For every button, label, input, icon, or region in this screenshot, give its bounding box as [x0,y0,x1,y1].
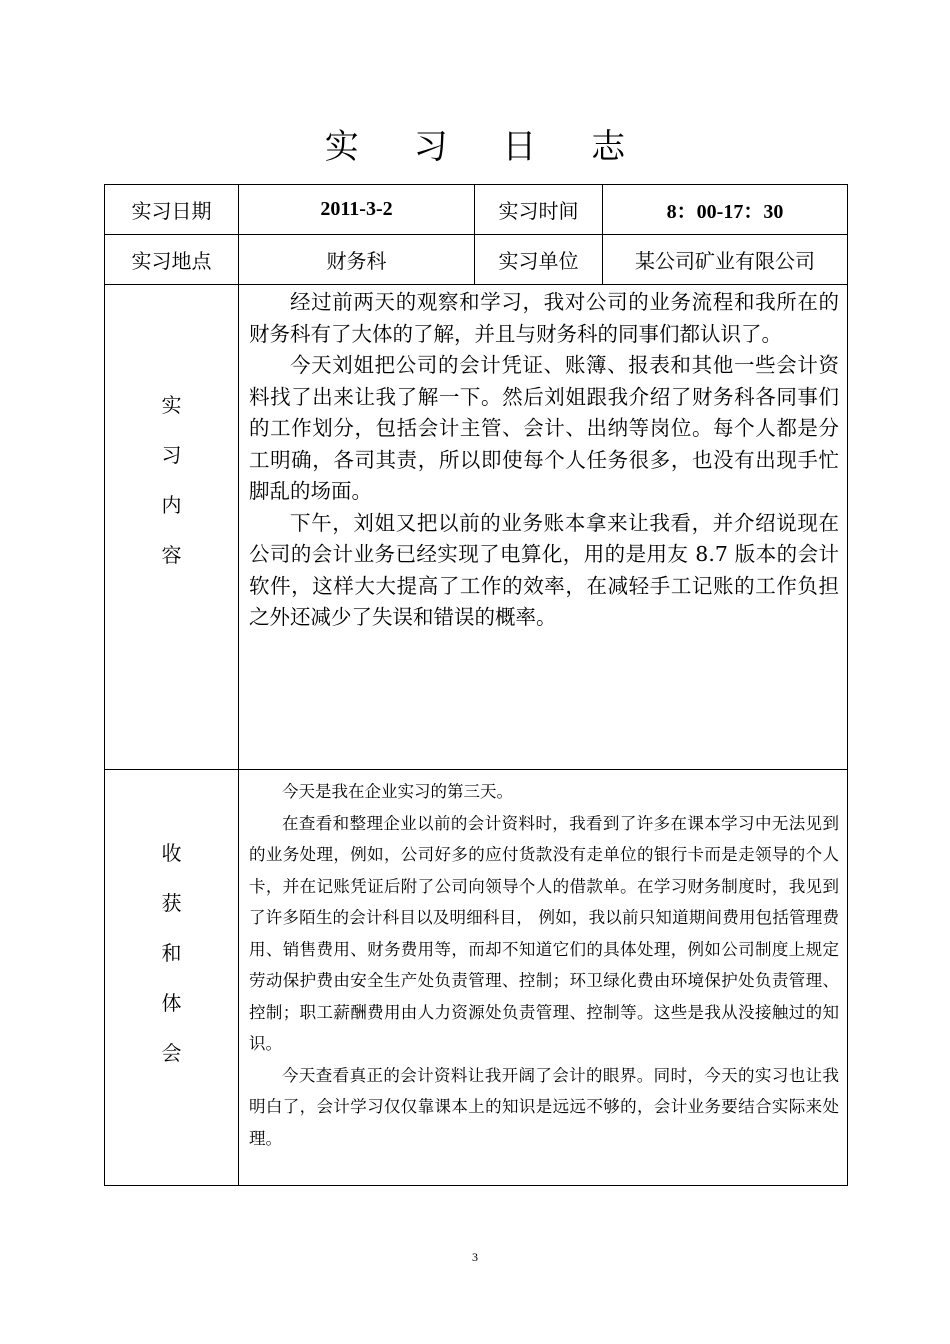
date-value: 2011-3-2 [239,185,475,235]
time-label: 实习时间 [475,185,603,235]
internship-log-table [104,184,848,1186]
label-char: 容 [161,542,182,567]
label-char: 实 [161,392,182,417]
label-char: 内 [161,492,182,517]
unit-value: 某公司矿业有限公司 [603,235,848,285]
page-number: 3 [472,1250,478,1264]
unit-label: 实习单位 [475,235,603,285]
gains-section-label [105,770,239,1186]
document-title: 实 习 日 志 [324,127,648,167]
gains-paragraph: 今天是我在企业实习的第三天。 [282,782,513,801]
content-paragraph: 下午，刘姐又把以前的业务账本拿来让我看，并介绍说现在公司的会计业务已经实现了电算化，用的是用友 8.7 版本的会计软件，这样大大提高了工作的效率，在减轻手工记账的工作负担之外还减少了失误和错误的概率。 [249,510,839,629]
content-text [239,285,848,770]
label-char: 收 [161,840,182,865]
gains-text [239,770,848,1186]
label-char: 会 [161,1040,182,1065]
content-section-label [105,285,239,770]
content-paragraph: 经过前两天的观察和学习，我对公司的业务流程和我所在的财务科有了大体的了解，并且与财务科的同事们都认识了。 [249,290,839,346]
label-char: 和 [161,940,182,965]
time-value: 8：00-17：30 [603,185,848,235]
label-char: 体 [161,990,182,1015]
place-label: 实习地点 [105,235,239,285]
gains-paragraph: 在查看和整理企业以前的会计资料时，我看到了许多在课本学习中无法见到的业务处理，例如，公司好多的应付货款没有走单位的银行卡而是走领导的个人卡，并在记账凭证后附了公司向领导个人的借款单。在学习财务制度时，我见到了许多陌生的会计科目以及明细科目， 例如，我以前只知道期间费用包括管理费用、销售费用、财务费用等，而却不知道它们的具体处理，例如公司制度上规定劳动保护费由安全生产处负责管理、控制；环卫绿化费由环境保护处负责管理、控制；职工薪酬费用由人力资源处负责管理、控制等。这些是我从没接触过的知识。 [249,813,839,1053]
gains-row [105,770,848,1186]
place-unit-row [105,235,848,285]
content-paragraph: 今天刘姐把公司的会计凭证、账簿、报表和其他一些会计资料找了出来让我了解一下。然后刘姐跟我介绍了财务科各同事们的工作划分，包括会计主管、会计、出纳等岗位。每个人都是分工明确，各司其责，所以即使每个人任务很多，也没有出现手忙脚乱的场面。 [249,353,839,503]
place-value: 财务科 [239,235,475,285]
date-label: 实习日期 [105,185,239,235]
label-char: 习 [161,442,182,467]
content-row [105,285,848,770]
label-char: 获 [161,890,182,915]
gains-paragraph: 今天查看真正的会计资料让我开阔了会计的眼界。同时，今天的实习也让我明白了，会计学习仅仅靠课本上的知识是远远不够的，会计业务要结合实际来处理。 [249,1065,839,1148]
date-time-row [105,185,848,235]
